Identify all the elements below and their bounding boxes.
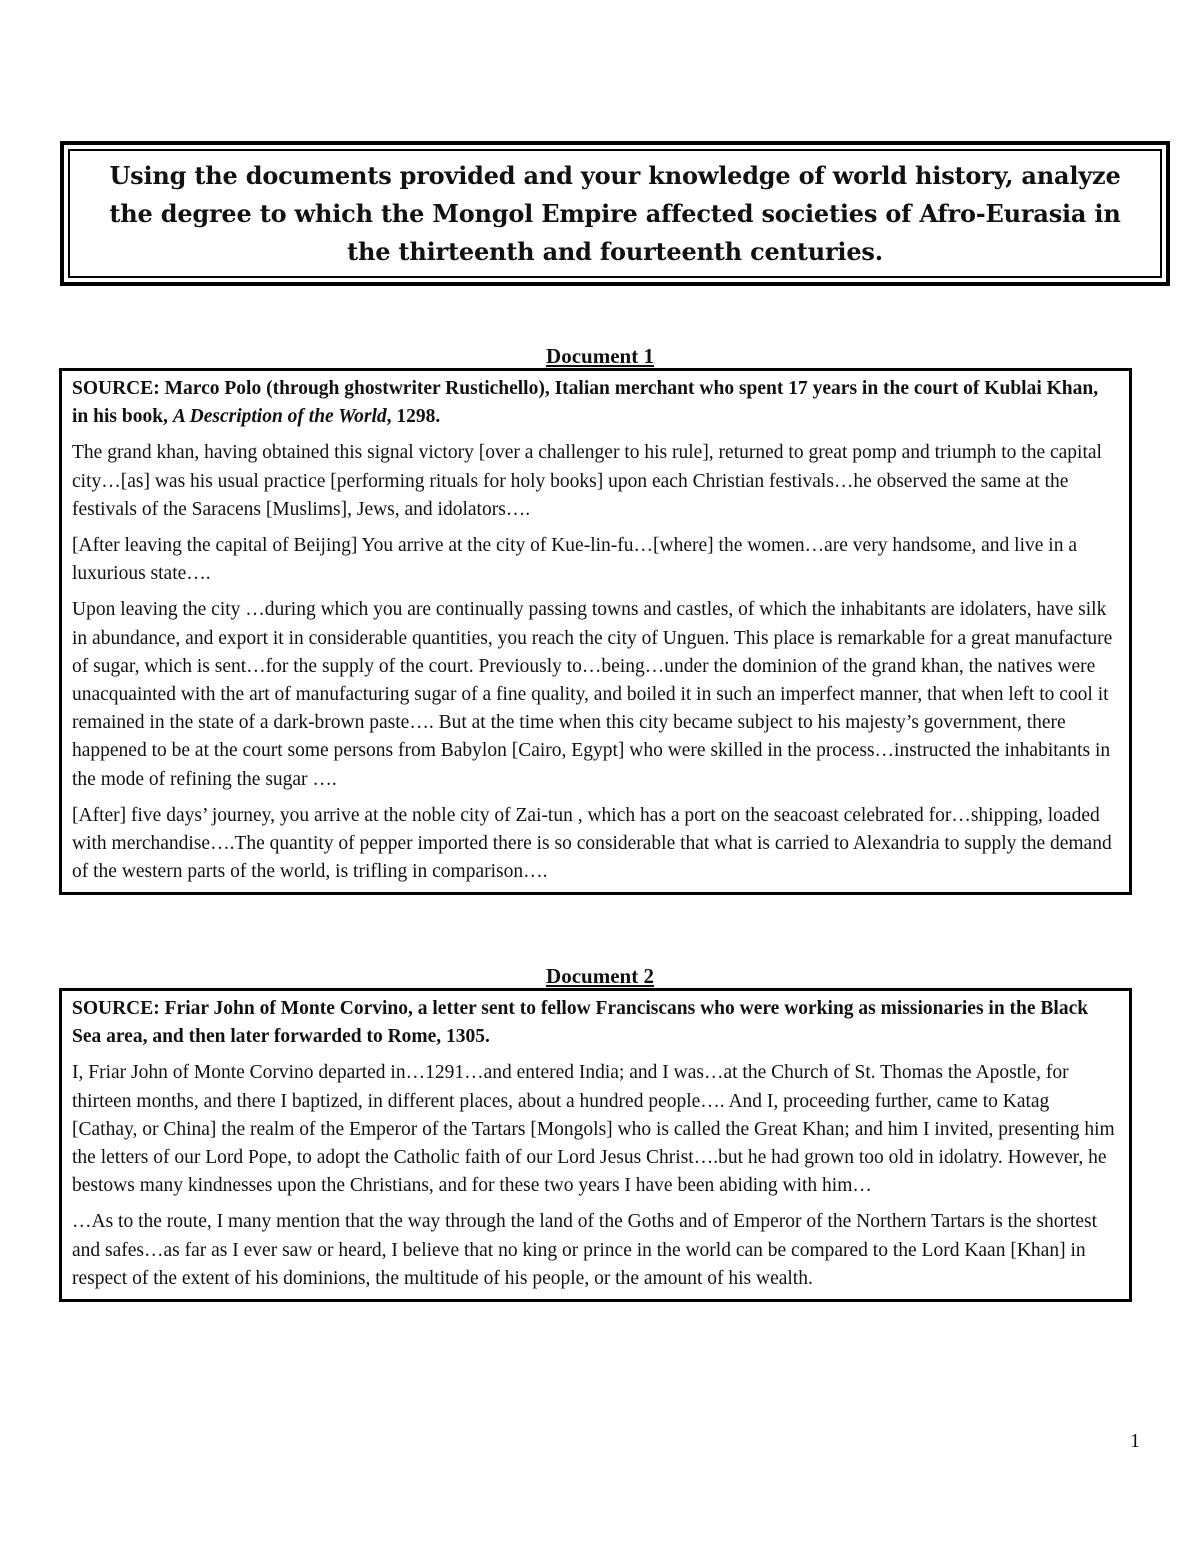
document-1-heading: Document 1: [546, 344, 654, 368]
document-2-box: [59, 988, 1132, 1302]
document-2-source-prefix: SOURCE: Friar John of Monte Corvino, a letter sent to fellow Franciscans who were working as missionaries in the Black Sea area, and then later forwarded to Rome, 1305.: [72, 998, 1089, 1048]
document-1-source: [72, 375, 1119, 431]
document-2-source: [72, 995, 1119, 1051]
document-1-paragraph: The grand khan, having obtained this signal victory [over a challenger to his rule], returned to great pomp and triumph to the capital city…[as] was his usual practice [performing rituals for holy books] upon each Christian festivals…he observed the same at the festivals of the Saracens [Muslims], Jews, and idolators….: [72, 442, 1102, 520]
document-2-paragraph: …As to the route, I many mention that the way through the land of the Goths and of Emperor of the Northern Tartars is the shortest and safes…as far as I ever saw or heard, I believe that no king or prince in the world can be compared to the Lord Kaan [Khan] in respect of the extent of his dominions, the multitude of his people, or the amount of his wealth.: [72, 1211, 1098, 1289]
document-1-source-prefix: SOURCE: Marco Polo (through ghostwriter Rustichello), Italian merchant who spent 17 years in the court of Kublai Khan, in his book,: [72, 378, 1099, 428]
prompt-box: [60, 141, 1170, 286]
document-2-paragraph: I, Friar John of Monte Corvino departed in…1291…and entered India; and I was…at the Church of St. Thomas the Apostle, for thirteen months, and there I baptized, in different places, about a hundred people…. And I, proceeding further, came to Katag [Cathay, or China] the realm of the Emperor of the Tartars [Mongols] who is called the Great Khan; and him I invited, presenting him the letters of our Lord Pope, to adopt the Catholic faith of our Lord Jesus Christ….but he had grown too old in idolatry. However, he bestows many kindnesses upon the Christians, and for these two years I have been abiding with him…: [72, 1062, 1115, 1197]
document-1-paragraph: Upon leaving the city …during which you are continually passing towns and castles, of which the inhabitants are idolaters, have silk in abundance, and export it in considerable quantities, you reach the city of Unguen. This place is remarkable for a great manufacture of sugar, which is sent…for the supply of the court. Previously to…being…under the dominion of the grand khan, the natives were unacquainted with the art of manufacturing sugar of a fine quality, and boiled it in such an imperfect manner, that when left to cool it remained in the state of a dark-brown paste…. But at the time when this city became subject to his majesty’s government, there happened to be at the court some persons from Babylon [Cairo, Egypt] who were skilled in the process…instructed the inhabitants in the mode of refining the sugar ….: [72, 599, 1113, 790]
prompt-text: Using the documents provided and your knowledge of world history, analyze the degree to which the Mongol Empire affected societies of Afro-Eurasia in the thirteenth and fourteenth centuries.: [109, 160, 1121, 266]
document-2-heading: Document 2: [546, 964, 654, 988]
prompt-inner-border: [68, 149, 1162, 278]
document-1-paragraph: [After] five days’ journey, you arrive at the noble city of Zai-tun , which has a port on the seacoast celebrated for…shipping, loaded with merchandise….The quantity of pepper imported there is so considerable that what is carried to Alexandria to supply the demand of the western parts of the world, is trifling in comparison….: [72, 804, 1112, 883]
document-1-source-suffix: , 1298.: [386, 406, 441, 428]
document-1-paragraph: [After leaving the capital of Beijing] You arrive at the city of Kue-lin-fu…[where] the women…are very handsome, and live in a luxurious state….: [72, 535, 1077, 585]
page-number: 1: [1130, 1430, 1140, 1452]
document-1-source-title: A Description of the World: [172, 406, 387, 428]
document-1-box: [59, 368, 1132, 895]
